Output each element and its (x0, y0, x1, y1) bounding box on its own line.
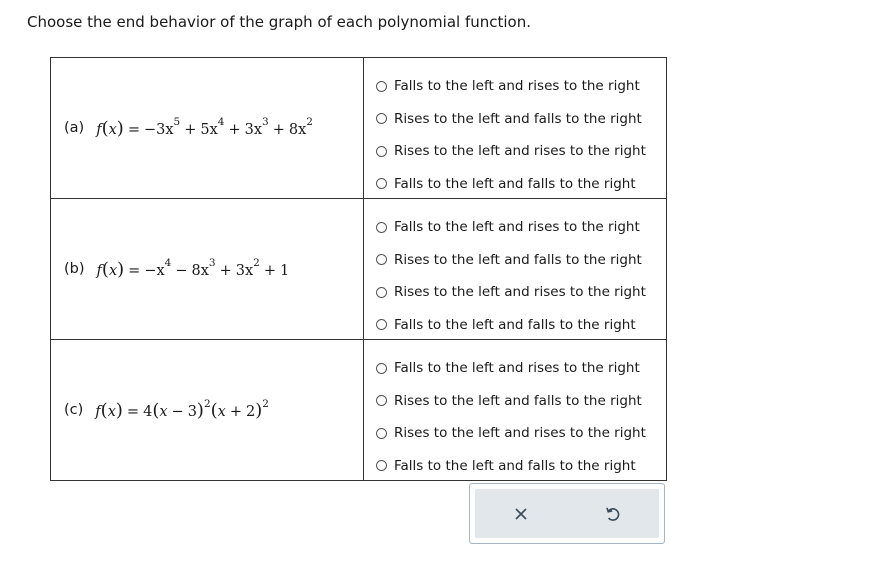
function-variable: x (107, 403, 116, 420)
option-falls-left-falls-right[interactable] (376, 168, 646, 201)
operator: − (171, 403, 184, 420)
option-label: Rises to the left and falls to the right (394, 392, 642, 409)
undo-button[interactable] (593, 494, 633, 534)
problem-row-b (51, 199, 667, 340)
clear-button[interactable] (501, 494, 541, 534)
exponent: 2 (306, 115, 313, 128)
options-cell-a (364, 58, 667, 199)
exponent: 4 (164, 256, 172, 269)
exponent: 2 (253, 256, 260, 269)
option-label: Rises to the left and falls to the right (394, 251, 642, 268)
function-variable: x (108, 262, 118, 279)
term: 1 (279, 262, 290, 279)
radio-button-icon[interactable] (376, 146, 387, 157)
undo-icon (604, 505, 622, 523)
radio-button-icon[interactable] (376, 178, 387, 189)
options-cell-c (364, 340, 667, 481)
option-label: Rises to the left and rises to the right (394, 425, 646, 442)
term: 4 (143, 403, 153, 420)
radio-button-icon[interactable] (376, 319, 387, 330)
option-label: Falls to the left and rises to the right (394, 219, 640, 236)
part-label: (b) (64, 261, 85, 277)
radio-button-icon[interactable] (376, 81, 387, 92)
term: 3 (187, 403, 197, 420)
function-cell-a (51, 58, 364, 199)
problem-row-c (51, 340, 667, 481)
exponent: 2 (203, 397, 211, 410)
term: x (159, 403, 168, 420)
problem-row-a (51, 58, 667, 199)
radio-button-icon[interactable] (376, 395, 387, 406)
function-cell-b (51, 199, 364, 340)
radio-button-icon[interactable] (376, 428, 387, 439)
option-label: Falls to the left and falls to the right (394, 316, 636, 333)
problem-table (50, 57, 667, 481)
option-label: Falls to the left and falls to the right (394, 457, 636, 474)
close-icon (514, 507, 528, 521)
function-name: f (95, 403, 101, 420)
operator: + (219, 262, 232, 279)
function-c (64, 340, 269, 480)
term: 5x (200, 121, 218, 138)
option-rises-left-falls-right[interactable] (376, 103, 646, 136)
term: −x (144, 262, 165, 279)
part-label: (a) (64, 120, 85, 136)
option-label: Rises to the left and rises to the right (394, 284, 646, 301)
operator: + (229, 403, 243, 420)
option-falls-left-falls-right[interactable] (376, 450, 646, 483)
term: 8x (191, 262, 209, 279)
options-cell-b (364, 199, 667, 340)
operator: + (228, 121, 241, 138)
function-variable: x (108, 121, 117, 138)
function-name: f (96, 262, 102, 279)
term: 3x (235, 262, 254, 279)
option-rises-left-rises-right[interactable] (376, 417, 646, 450)
option-falls-left-falls-right[interactable] (376, 309, 646, 342)
radio-button-icon[interactable] (376, 363, 387, 374)
radio-button-icon[interactable] (376, 287, 387, 298)
operator: + (272, 121, 285, 138)
answer-toolbar (469, 483, 665, 544)
option-falls-left-rises-right[interactable] (376, 70, 646, 103)
exponent: 4 (217, 115, 225, 128)
term: 8x (288, 121, 307, 138)
function-cell-c (51, 340, 364, 481)
math-expression: $f(x) = 4(x - 3)^2(x + 2)^2$ (95, 397, 269, 421)
function-b (64, 199, 289, 339)
radio-button-icon[interactable] (376, 460, 387, 471)
exponent: 3 (208, 256, 216, 269)
option-falls-left-rises-right[interactable] (376, 352, 646, 385)
option-rises-left-falls-right[interactable] (376, 385, 646, 418)
radio-button-icon[interactable] (376, 113, 387, 124)
term: 2 (246, 403, 256, 420)
radio-button-icon[interactable] (376, 254, 387, 265)
radio-group-b (376, 211, 646, 341)
term: 3x (244, 121, 263, 138)
term: −3x (143, 121, 174, 138)
toolbar-buttons (475, 489, 659, 538)
operator: + (263, 262, 276, 279)
option-label: Rises to the left and rises to the right (394, 143, 646, 160)
option-label: Falls to the left and rises to the right (394, 78, 640, 95)
option-rises-left-falls-right[interactable] (376, 244, 646, 277)
operator: + (184, 121, 197, 138)
exponent: 3 (262, 115, 269, 128)
option-label: Rises to the left and falls to the right (394, 110, 642, 127)
radio-button-icon[interactable] (376, 222, 387, 233)
instruction-text: Choose the end behavior of the graph of each polynomial function. (27, 13, 531, 31)
function-a (64, 58, 313, 198)
term: x (217, 403, 226, 420)
math-expression: $f(x) = -3x^5 + 5x^4 + 3x^3 + 8x^2$ (96, 115, 313, 139)
option-label: Falls to the left and falls to the right (394, 175, 636, 192)
math-expression: $f(x) = -x^4 - 8x^3 + 3x^2 + 1$ (96, 256, 290, 280)
option-falls-left-rises-right[interactable] (376, 211, 646, 244)
exponent: 2 (262, 397, 269, 410)
radio-group-c (376, 352, 646, 482)
part-label: (c) (64, 402, 84, 418)
radio-group-a (376, 70, 646, 200)
option-rises-left-rises-right[interactable] (376, 276, 646, 309)
option-rises-left-rises-right[interactable] (376, 135, 646, 168)
option-label: Falls to the left and rises to the right (394, 360, 640, 377)
exponent: 5 (173, 115, 181, 128)
operator: − (175, 262, 188, 279)
function-name: f (96, 121, 102, 138)
